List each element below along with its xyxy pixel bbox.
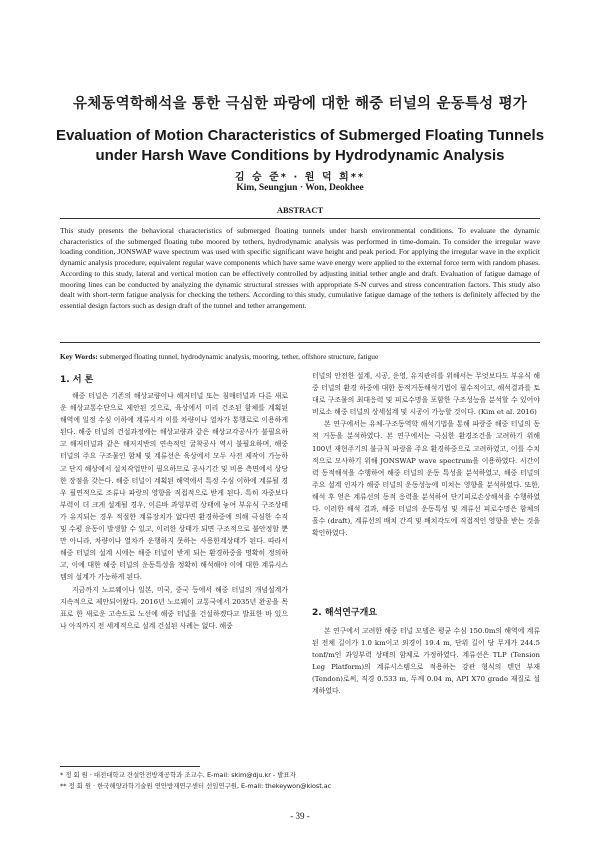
abstract-bottom-rule	[60, 342, 540, 343]
paragraph: 본 연구에서는 유체-구조동역학 해석기법을 통해 파랑중 해중 터널의 동적 거동을 분석하였다. 본 연구에서는 극심한 환경조건을 고려하기 위해 100년 재현주기의 불규칙 파랑을 주요 환경하중으로 고려하였고, 이를 수치적으로 모사하기 위해 JONSWAP wave spectrum을 이용하였다. 시간이력 동적해석을 수행하여 해중 터널의 운동 특성을 분석하였고, 해중 터널의 주요 설계 인자가 해중 터널의 운동성능에 미치는 영향을 분석하였다. 또한, 해석 후 얻은 계류선의 동적 응력을 분석하여 단기피로손상해석을 수행하였다. 이러한 해석 결과, 해중 터널의 운동특성 및 계류선 피로수명은 함체의 흘수 (draft), 계류선의 배치 간격 및 배치각도에 직접적인 영향을 받는 것을 확인하였다.	[312, 420, 540, 538]
footnote: * 정 회 원 · 대전대학교 건설안전방재공학과 조교수, E-mail: skim@dju.kr - 발표자	[60, 771, 296, 779]
left-column	[60, 390, 288, 632]
page-number: - 39 -	[290, 811, 310, 821]
section-2-heading: 2. 해석연구개요	[312, 608, 377, 618]
abstract-body: This study presents the behavioral characteristics of submerged floating tunnels under harsh environmental conditions. To evaluate the dynamic characteristics of the submerged floating tube moored by tethers, hydrodynamic analysis was performed in time-domain. To consider the irregular wave loading condition, JONSWAP wave spectrum was used with specific significant wave height and peak period. For applying the irregular wave in the explicit dynamic analysis procedure, equivalent regular wave components which have same wave energy were applied to the external force term with random phases. According to this study, lateral and vertical motion can be effectively controlled by adjusting initial tether angle and draft. Evaluation of fatigue damage of mooring lines can be conducted by analyzing the dynamic structural stresses with appropriate S-N curves and stress concentration factors. This study also dealt with short-term fatigue analysis for checking the tethers. According to this study, cumulative fatigue damage of the tethers is definitely affected by the essential design factors such as design draft of the tunnel and tether arrangement.	[60, 226, 540, 310]
authors-english: Kim, Seungjun · Won, Deokhee	[236, 183, 364, 193]
paragraph: 지금까지 노르웨이나 일본, 미국, 중국 등에서 해중 터널의 개념설계가 지속적으로 제안되어왔다. 2016년 노르웨이 교통국에서 2035년 완공을 목표로 한 새로운 고속도로 노선에 해중 터널을 건설하겠다고 발표한 바 있으나 아직까지 전 세계적으로 설계 건설된 사례는 없다. 해중	[60, 585, 288, 630]
paragraph: 본 연구에서 고려한 해중 터널 모델은 평균 수심 150.0m의 해역에 계류된 전체 길이가 1.0 km이고 외경이 19.4 m, 단위 길이 당 무게가 244.5 tonf/m인 과잉부력 상태의 함체로 가정하였다. 계류선은 TLP (Tension Leg Platform)의 계류시스템으로 적용하는 강관 형식의 텐던 부재 (Tendon)로써, 직경 0.533 m, 두께 0.04 m, API X70 grade 재질로 설계하였다.	[312, 627, 540, 696]
paragraph: 터널의 안전한 설계, 시공, 운영, 유지관리를 위해서는 무엇보다도 부유식 해중 터널의 환경 하중에 대한 동적거동해석기법이 필수적이고, 해석결과를 토대로 구조물의 최대응력 및 피로수명을 포함한 구조성능을 분석할 수 있어야 비로소 해중 터널의 상세설계 및 시공이 가능할 것이다. (Kim et al. 2016)	[312, 372, 540, 417]
keywords-text: submerged floating tunnel, hydrodynamic analysis, mooring, tether, offshore structure, fatigue	[99, 352, 379, 361]
keywords	[60, 352, 540, 362]
abstract-heading: ABSTRACT	[276, 205, 324, 215]
authors-korean: 김 승 준* · 원 덕 희**	[234, 172, 366, 183]
right-column	[312, 370, 540, 539]
section-1-heading: 1. 서 론	[60, 375, 94, 385]
title-korean: 유체동역학해석을 통한 극심한 파랑에 대한 해중 터널의 운동특성 평가	[73, 96, 527, 112]
footnotes	[60, 770, 540, 791]
paragraph: 해중 터널은 기존의 해상교량이나 해저터널 또는 침매터널과 다른 새로운 해상교통수단으로 제안된 것으로, 육상에서 미리 건조된 함체를 계획된 해역에 일정 수심 이하에 계류시켜 이를 차량이나 열차가 통행로로 이용하게 된다. 해중 터널의 건설과정에는 해상교량과 같은 해상교각공사가 불필요하고 해저터널과 같은 해저지반의 연속적인 굴착공사 역시 불필요하며, 해중 터널의 주요 구조물인 함체 및 계류선은 육상에서 모두 사전 제작이 가능하고 단지 해상에서 설치작업만이 필요하므로 공사기간 및 비용 측면에서 상당한 장점을 갖는다. 해중 터널이 계획된 해역에서 특정 수심 이하에 계류될 경우 필연적으로 조류나 파랑의 영향을 직접적으로 받게 된다. 특히 자중보다 부력이 더 크게 설계될 경우, 이른바 과잉부력 상태에 놓여 부유식 구조상태가 유지되는 경우 적절한 계류장치가 없다면 환경하중에 의해 극심한 수직 및 수평 운동이 발생할 수 있고, 이러한 상태가 되면 구조적으로 불안정할 뿐 만 아니라, 차량이나 열차가 운행하지 못하는 사용한계상태가 된다. 따라서 해중 터널의 설계 시에는 해중 터널이 받게 되는 환경하중을 명확히 정의하고, 이에 대한 해중 터널의 운동특성을 정확히 해석해야 이에 대한 계류시스템의 설계가 가능하게 된다.	[60, 392, 288, 582]
footnote-rule	[60, 766, 200, 767]
section-2-body	[312, 625, 540, 698]
keywords-label: Key Words:	[60, 352, 98, 361]
footnote: ** 정 회 원 · 한국해양과학기술원 연안방재연구센터 선임연구원, E-mail: thekeywon@kiost.ac	[60, 781, 332, 790]
title-english: Evaluation of Motion Characteristics of Submerged Floating Tunnels under Harsh Wave Conditions by Hydrodynamic Analysis	[55, 127, 545, 164]
abstract-top-rule	[60, 218, 540, 219]
